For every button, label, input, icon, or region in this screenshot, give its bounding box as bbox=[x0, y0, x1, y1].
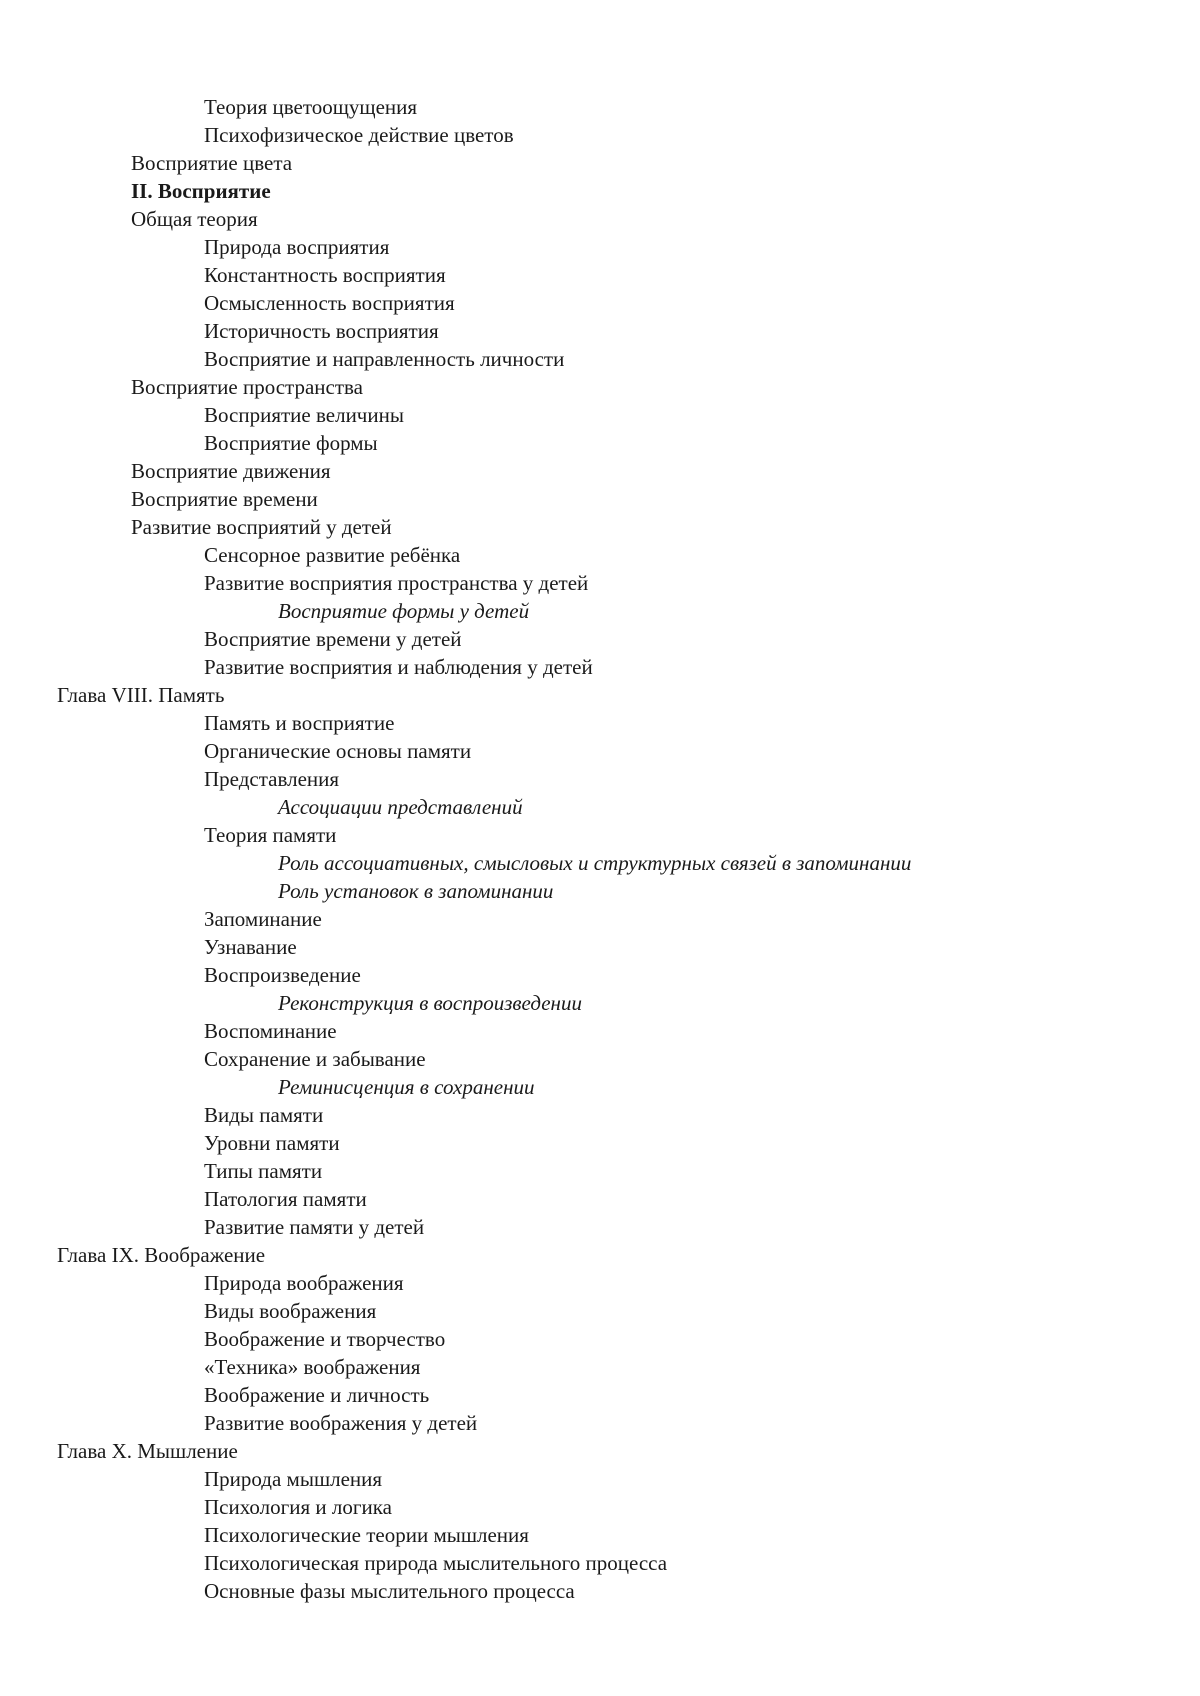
toc-entry: Роль установок в запоминании bbox=[278, 879, 554, 903]
toc-entry: Восприятие цвета bbox=[131, 151, 293, 175]
toc-chapter-heading: Глава X. Мышление bbox=[57, 1439, 238, 1463]
toc-section-heading: II. Восприятие bbox=[131, 179, 271, 203]
toc-entry: Основные фазы мыслительного процесса bbox=[204, 1579, 575, 1603]
toc-entry: Патология памяти bbox=[204, 1187, 367, 1211]
toc-entry: Константность восприятия bbox=[204, 263, 446, 287]
toc-entry: Природа воображения bbox=[204, 1271, 404, 1295]
toc-entry: Запоминание bbox=[204, 907, 322, 931]
toc-entry: Сенсорное развитие ребёнка bbox=[204, 543, 461, 567]
toc-entry: Типы памяти bbox=[204, 1159, 323, 1183]
toc-entry: Развитие воображения у детей bbox=[204, 1411, 478, 1435]
toc-entry: Психологические теории мышления bbox=[204, 1523, 529, 1547]
toc-entry: Общая теория bbox=[131, 207, 258, 231]
toc-entry: Развитие восприятий у детей bbox=[131, 515, 392, 539]
toc-entry: Психология и логика bbox=[204, 1495, 392, 1519]
toc-entry: Теория памяти bbox=[204, 823, 337, 847]
toc-entry: Представления bbox=[204, 767, 340, 791]
toc-entry: Развитие восприятия и наблюдения у детей bbox=[204, 655, 593, 679]
toc-entry: Развитие памяти у детей bbox=[204, 1215, 425, 1239]
toc-chapter-heading: Глава VIII. Память bbox=[57, 683, 225, 707]
toc-entry: Реконструкция в воспроизведении bbox=[278, 991, 582, 1015]
toc-entry: Память и восприятие bbox=[204, 711, 395, 735]
toc-entry: Ассоциации представлений bbox=[278, 795, 523, 819]
toc-entry: Историчность восприятия bbox=[204, 319, 439, 343]
toc-entry: Теория цветоощущения bbox=[204, 95, 418, 119]
toc-entry: Воображение и личность bbox=[204, 1383, 430, 1407]
toc-entry: Психологическая природа мыслительного процесса bbox=[204, 1551, 668, 1575]
toc-entry: Восприятие формы у детей bbox=[278, 599, 530, 623]
toc-entry: Воспоминание bbox=[204, 1019, 337, 1043]
toc-entry: Природа восприятия bbox=[204, 235, 390, 259]
toc-entry: Природа мышления bbox=[204, 1467, 383, 1491]
toc-entry: Сохранение и забывание bbox=[204, 1047, 426, 1071]
toc-entry: Восприятие и направленность личности bbox=[204, 347, 565, 371]
toc-entry: Восприятие движения bbox=[131, 459, 331, 483]
toc-entry: Восприятие формы bbox=[204, 431, 378, 455]
toc-entry: Восприятие времени у детей bbox=[204, 627, 462, 651]
toc-entry: Восприятие пространства bbox=[131, 375, 364, 399]
toc-entry: Виды памяти bbox=[204, 1103, 324, 1127]
table-of-contents bbox=[0, 93, 1200, 1605]
toc-entry: Органические основы памяти bbox=[204, 739, 472, 763]
toc-entry: Узнавание bbox=[204, 935, 297, 959]
toc-entry: Восприятие времени bbox=[131, 487, 318, 511]
toc-entry: Воображение и творчество bbox=[204, 1327, 446, 1351]
toc-entry: Восприятие величины bbox=[204, 403, 404, 427]
toc-entry: Психофизическое действие цветов bbox=[204, 123, 514, 147]
toc-entry: «Техника» воображения bbox=[204, 1355, 421, 1379]
toc-entry: Воспроизведение bbox=[204, 963, 361, 987]
toc-entry: Виды воображения bbox=[204, 1299, 377, 1323]
toc-entry: Роль ассоциативных, смысловых и структурных связей в запоминании bbox=[278, 851, 912, 875]
toc-entry: Уровни памяти bbox=[204, 1131, 340, 1155]
toc-entry: Развитие восприятия пространства у детей bbox=[204, 571, 589, 595]
toc-chapter-heading: Глава IX. Воображение bbox=[57, 1243, 266, 1267]
toc-entry: Осмысленность восприятия bbox=[204, 291, 455, 315]
toc-entry: Реминисценция в сохранении bbox=[278, 1075, 535, 1099]
